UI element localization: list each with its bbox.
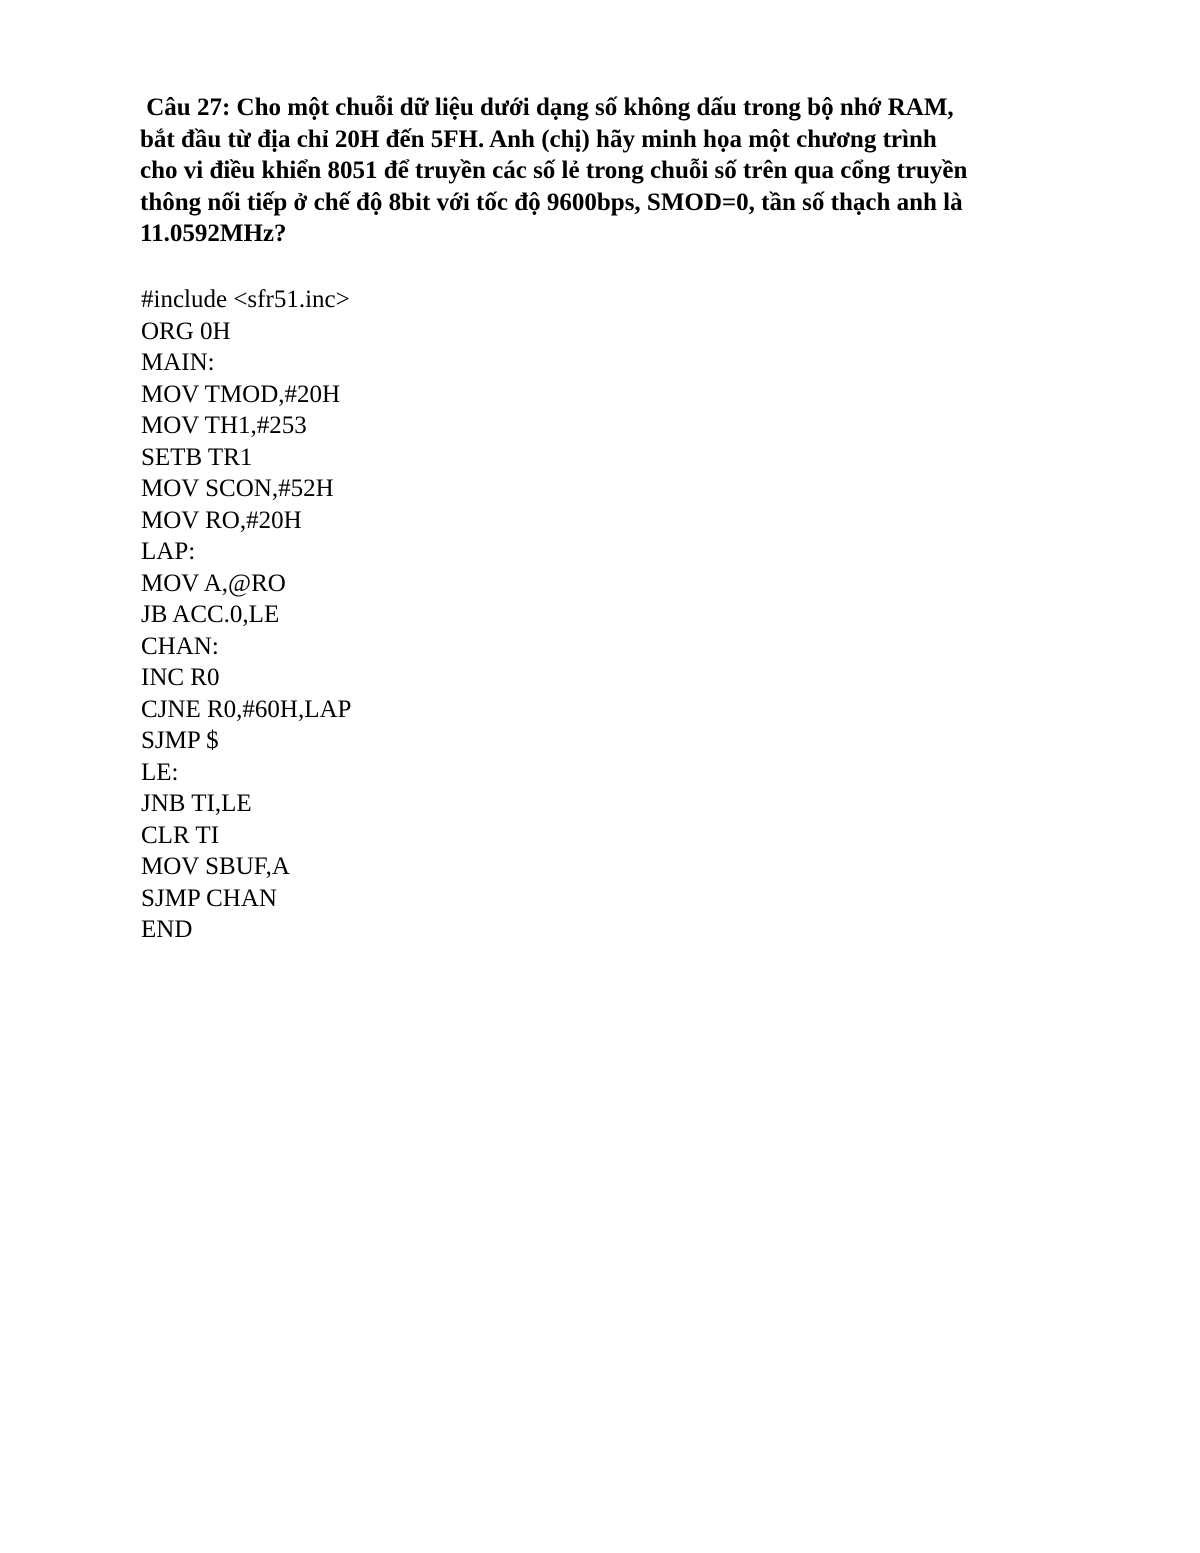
code-line: END — [141, 916, 193, 943]
code-line: CHAN: — [141, 632, 219, 660]
question-text — [140, 92, 1060, 250]
question-line: 11.0592MHz? — [140, 220, 287, 247]
code-line: LAP: — [141, 538, 196, 565]
assembly-code — [141, 284, 351, 946]
code-line: CLR TI — [141, 821, 220, 849]
code-line: ORG 0H — [141, 317, 231, 345]
code-line: MOV TMOD,#20H — [141, 380, 341, 408]
code-line: JB ACC.0,LE — [141, 601, 280, 628]
code-line: MOV TH1,#253 — [141, 412, 307, 439]
code-line: SETB TR1 — [141, 443, 253, 471]
code-line: MOV RO,#20H — [141, 506, 302, 534]
code-line: MOV SBUF,A — [141, 853, 290, 880]
question-line: cho vi điều khiển 8051 để truyền các số lẻ trong chuỗi số trên qua cổng truyền — [140, 157, 968, 184]
code-line: SJMP $ — [141, 727, 219, 754]
code-line: CJNE R0,#60H,LAP — [141, 695, 352, 723]
code-line: MAIN: — [141, 349, 215, 376]
code-line: MOV A,@RO — [141, 569, 286, 597]
code-line: LE: — [141, 758, 179, 786]
code-line: JNB TI,LE — [141, 790, 252, 817]
code-line: #include <sfr51.inc> — [141, 286, 350, 313]
code-line: MOV SCON,#52H — [141, 475, 334, 502]
code-line: INC R0 — [141, 664, 220, 691]
question-line: thông nối tiếp ở chế độ 8bit với tốc độ 9600bps, SMOD=0, tần số thạch anh là — [140, 188, 963, 216]
question-line: Câu 27: Cho một chuỗi dữ liệu dưới dạng số không dấu trong bộ nhớ RAM, — [140, 94, 954, 121]
code-line: SJMP CHAN — [141, 884, 277, 912]
question-line: bắt đầu từ địa chỉ 20H đến 5FH. Anh (chị) hãy minh họa một chương trình — [140, 125, 937, 153]
